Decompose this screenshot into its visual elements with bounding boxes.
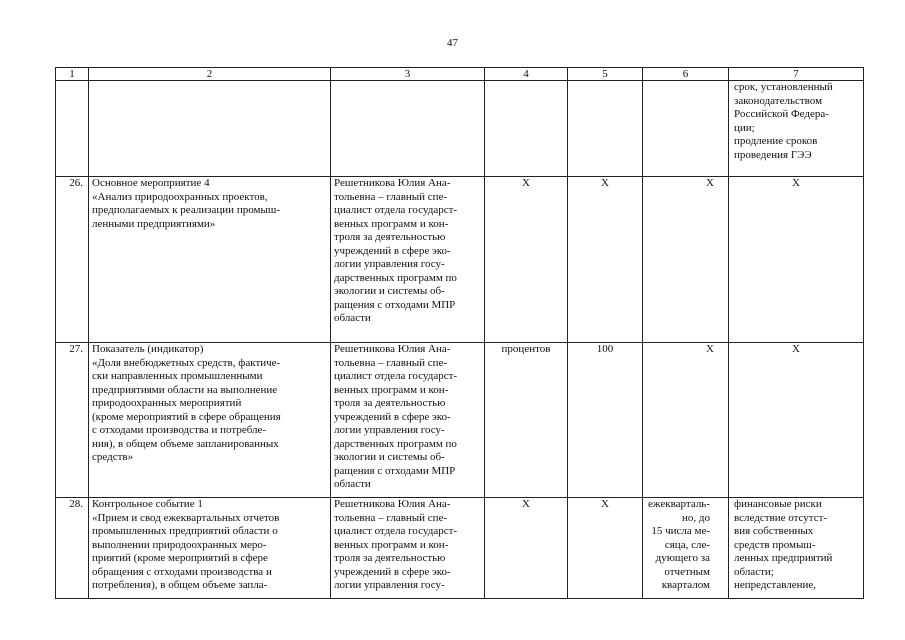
measure-name: Показатель (индикатор) «Доля внебюджетных средств, фактиче- ски направленных промышленными предприятиями области на выполнение природоохранных мероприятий (кроме мероприятий в сфере обращения с отходами производства и потребле- ния), в общем объеме запланированных средств» [89,343,331,498]
responsible-person [331,81,485,177]
col-header-1: 1 [56,68,89,81]
row-number: 28. [56,498,89,599]
measures-table [55,67,864,599]
page-number: 47 [447,37,458,49]
col-header-4: 4 [485,68,568,81]
measure-name [89,81,331,177]
term-cell: ежекварталь- но, до 15 числа ме- сяца, сле- дующего за отчетным кварталом [643,498,729,599]
col-header-7: 7 [729,68,864,81]
value-cell [568,81,643,177]
row-number: 26. [56,177,89,343]
note-cell: X [729,177,864,343]
responsible-person: Решетникова Юлия Ана- тольевна – главный спе- циалист отдела государст- венных программ и кон- троля за деятельностью учреждений в сфере эко- логии управления госу- [331,498,485,599]
col-header-6: 6 [643,68,729,81]
table-row [56,177,864,343]
term-cell: X [643,177,729,343]
col-header-5: 5 [568,68,643,81]
measure-name: Контрольное событие 1 «Прием и свод ежеквартальных отчетов промышленных предприятий области о выполнении природоохранных меро- приятий (кроме мероприятий в сфере обращения с отходами производства и потребления), в общем объеме запла- [89,498,331,599]
col-header-2: 2 [89,68,331,81]
note-cell: срок, установленный законодательством Российской Федера- ции; продление сроков проведения ГЭЭ [729,81,864,177]
value-cell: X [568,177,643,343]
term-cell [643,81,729,177]
responsible-person: Решетникова Юлия Ана- тольевна – главный спе- циалист отдела государст- венных программ и кон- троля за деятельностью учреждений в сфере эко- логии управления госу- дарственных программ по экологии и системы об- ращения с отходами МПР области [331,343,485,498]
table-row [56,81,864,177]
unit-cell: X [485,498,568,599]
row-number [56,81,89,177]
measure-name: Основное мероприятие 4 «Анализ природоохранных проектов, предполагаемых к реализации промыш- ленными предприятиями» [89,177,331,343]
unit-cell: процентов [485,343,568,498]
table-row [56,343,864,498]
note-cell: X [729,343,864,498]
unit-cell: X [485,177,568,343]
value-cell: X [568,498,643,599]
unit-cell [485,81,568,177]
header-row [56,68,864,81]
term-cell: X [643,343,729,498]
note-cell: финансовые риски вследствие отсутст- вия собственных средств промыш- ленных предприятий области; непредставление, [729,498,864,599]
row-number: 27. [56,343,89,498]
col-header-3: 3 [331,68,485,81]
value-cell: 100 [568,343,643,498]
table-row [56,498,864,599]
responsible-person: Решетникова Юлия Ана- тольевна – главный спе- циалист отдела государст- венных программ и кон- троля за деятельностью учреждений в сфере эко- логии управления госу- дарственных программ по экологии и системы об- ращения с отходами МПР области [331,177,485,343]
